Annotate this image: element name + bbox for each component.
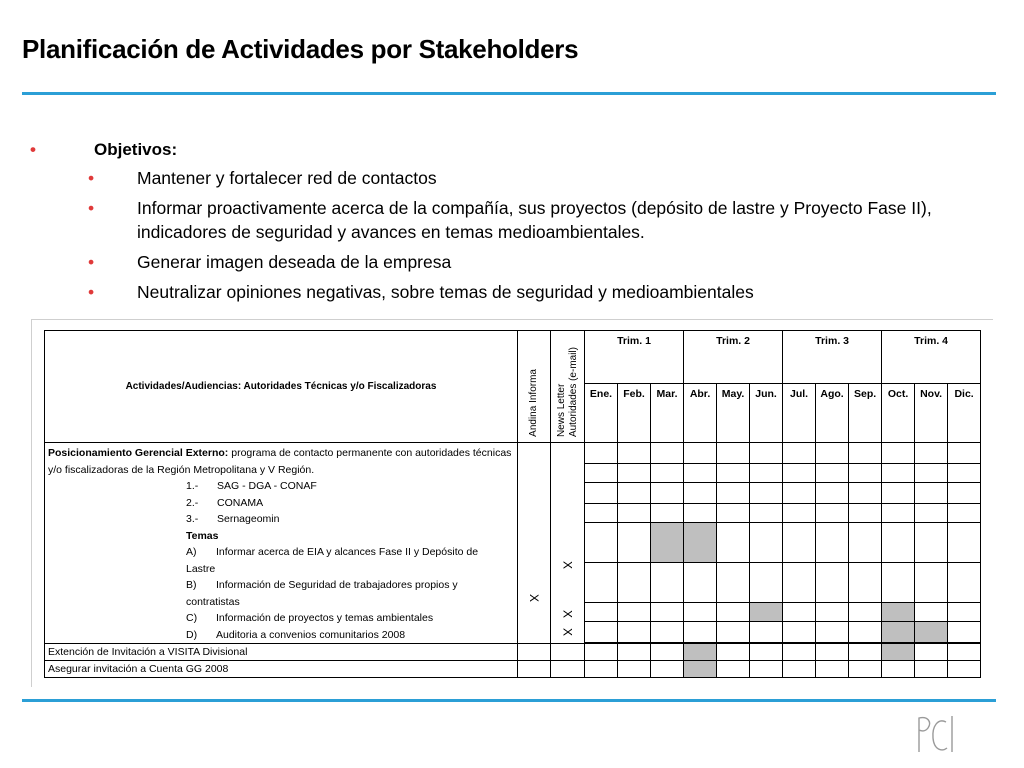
month-header: Jul.: [783, 384, 816, 443]
bottom-divider: [22, 699, 996, 702]
month-cell: [915, 661, 948, 678]
tema-item-cont: Lastre: [186, 562, 216, 575]
month-cell: [585, 443, 618, 464]
month-cell: [948, 622, 981, 643]
slide-title: Planificación de Actividades por Stakeholders: [22, 34, 579, 64]
month-cell: [651, 503, 684, 522]
month-cell: [816, 661, 849, 678]
month-cell: [783, 463, 816, 482]
month-cell: [618, 463, 651, 482]
month-header: Nov.: [915, 384, 948, 443]
month-cell: [849, 622, 882, 643]
bullet-icon: •: [30, 140, 36, 159]
month-cell: [816, 522, 849, 562]
list-number: 3.-: [186, 513, 199, 525]
month-header: Ago.: [816, 384, 849, 443]
month-cell: [750, 503, 783, 522]
list-item: [48, 511, 514, 528]
month-cell: [750, 622, 783, 643]
list-item: [48, 495, 514, 512]
month-cell: [849, 644, 882, 661]
tema-letter: D): [186, 628, 198, 641]
month-cell: [882, 562, 915, 602]
mark-cell: [551, 661, 585, 678]
tema-letter: C): [186, 612, 198, 624]
month-cell: [948, 602, 981, 621]
month-cell: [849, 443, 882, 464]
month-cell: [585, 622, 618, 643]
pci-logo: [916, 712, 956, 756]
mark-cell: [518, 644, 551, 661]
x-mark: X: [560, 560, 575, 569]
month-cell: [915, 644, 948, 661]
month-cell: [651, 482, 684, 503]
month-cell: [783, 443, 816, 464]
activity-label: Asegurar invitación a Cuenta GG 2008: [45, 661, 518, 678]
list-item: [48, 478, 514, 495]
bullet-icon: •: [88, 168, 95, 188]
month-cell: [717, 562, 750, 602]
month-cell: [618, 522, 651, 562]
month-cell: [651, 443, 684, 464]
month-cell: [750, 522, 783, 562]
month-cell: [618, 602, 651, 621]
month-cell: [849, 463, 882, 482]
month-cell: [915, 463, 948, 482]
month-cell: [882, 443, 915, 464]
month-cell: [717, 644, 750, 661]
month-cell: [684, 443, 717, 464]
month-cell: [783, 661, 816, 678]
month-cell: [948, 644, 981, 661]
month-cell: [585, 463, 618, 482]
andina-mark-cell: [518, 443, 551, 644]
tema-text: Información de proyectos y temas ambientales: [216, 612, 434, 624]
month-cell-active: [882, 602, 915, 621]
tema-letter: A): [186, 546, 197, 558]
month-cell: [816, 622, 849, 643]
andina-header-label: Andina Informa: [528, 369, 539, 437]
month-cell: [783, 644, 816, 661]
quarter-header: Trim. 2: [684, 331, 783, 384]
month-header: Ene.: [585, 384, 618, 443]
month-cell: [750, 482, 783, 503]
tema-text: Informar acerca de EIA y alcances Fase II y Depósito de: [216, 546, 479, 558]
month-cell-active: [750, 602, 783, 621]
x-mark: X: [560, 609, 575, 618]
objective-item: [30, 250, 990, 274]
top-divider: [22, 92, 996, 95]
tema-item-cont: contratistas: [186, 595, 240, 608]
tema-letter: B): [186, 579, 197, 591]
month-cell: [618, 482, 651, 503]
month-cell: [618, 661, 651, 678]
month-cell: [717, 463, 750, 482]
month-cell-active: [684, 644, 717, 661]
month-cell: [651, 661, 684, 678]
month-cell: [585, 482, 618, 503]
month-cell: [618, 622, 651, 643]
quarter-header: Trim. 3: [783, 331, 882, 384]
month-cell: [618, 644, 651, 661]
month-cell: [750, 562, 783, 602]
month-cell: [882, 661, 915, 678]
quarter-header: Trim. 1: [585, 331, 684, 384]
month-cell: [849, 503, 882, 522]
month-cell: [915, 503, 948, 522]
header-row-quarters: [45, 331, 981, 384]
main-activity-text: programa de contacto permanente con autoridades técnicas y/o fiscalizadoras de la Región Metropolitana y V Región.: [48, 447, 512, 476]
month-cell: [783, 503, 816, 522]
month-cell: [750, 443, 783, 464]
month-cell: [651, 463, 684, 482]
month-cell: [816, 463, 849, 482]
main-activity-description: [45, 443, 518, 644]
month-cell: [585, 562, 618, 602]
objective-text: Generar imagen deseada de la empresa: [137, 252, 452, 272]
bullet-icon: •: [88, 252, 95, 272]
month-cell: [651, 644, 684, 661]
month-header: Dic.: [948, 384, 981, 443]
month-cell: [585, 661, 618, 678]
month-cell: [849, 602, 882, 621]
month-header: Abr.: [684, 384, 717, 443]
month-cell-active: [882, 622, 915, 643]
objective-item: [30, 280, 990, 304]
month-cell: [783, 602, 816, 621]
month-cell: [717, 503, 750, 522]
month-cell: [750, 463, 783, 482]
month-cell: [684, 463, 717, 482]
month-cell: [585, 602, 618, 621]
table-row: [45, 644, 981, 661]
news-mark-cell: [551, 443, 585, 644]
month-cell: [915, 482, 948, 503]
month-cell: [882, 463, 915, 482]
objective-text: Mantener y fortalecer red de contactos: [137, 168, 437, 188]
activity-header: Actividades/Audiencias: Autoridades Técnicas y/o Fiscalizadoras: [45, 331, 518, 443]
month-cell: [849, 522, 882, 562]
tema-item: [48, 627, 514, 644]
objectives-heading-label: Objetivos:: [94, 140, 178, 159]
month-cell: [816, 562, 849, 602]
month-header: Sep.: [849, 384, 882, 443]
list-text: Sernageomin: [217, 513, 280, 525]
month-cell-active: [684, 661, 717, 678]
month-cell: [915, 522, 948, 562]
month-cell: [849, 482, 882, 503]
objective-text: Informar proactivamente acerca de la compañía, sus proyectos (depósito de lastre y Proyecto Fase II), indicadores de seguridad y avances en temas medioambientales.: [137, 198, 932, 242]
month-cell: [882, 503, 915, 522]
objectives-heading: [30, 140, 990, 166]
month-cell: [684, 503, 717, 522]
list-number: 2.-: [186, 496, 199, 509]
month-cell: [849, 661, 882, 678]
month-cell-active: [684, 522, 717, 562]
month-cell: [948, 443, 981, 464]
list-text: CONAMA: [217, 496, 264, 509]
temas-label: Temas: [186, 529, 219, 542]
month-cell: [717, 522, 750, 562]
month-header: Mar.: [651, 384, 684, 443]
month-cell: [915, 562, 948, 602]
month-cell: [948, 503, 981, 522]
month-cell: [717, 602, 750, 621]
month-header: May.: [717, 384, 750, 443]
month-cell: [717, 482, 750, 503]
month-cell: [915, 602, 948, 621]
activity-plan-table: [44, 330, 981, 678]
objective-text: Neutralizar opiniones negativas, sobre temas de seguridad y medioambientales: [137, 282, 754, 302]
news-header-label: News Letter Autoridades (e-mail): [555, 346, 579, 437]
month-cell: [816, 503, 849, 522]
month-cell: [816, 602, 849, 621]
month-cell: [948, 482, 981, 503]
month-cell: [585, 503, 618, 522]
month-cell: [816, 482, 849, 503]
month-cell: [618, 443, 651, 464]
month-cell: [849, 562, 882, 602]
month-cell: [618, 562, 651, 602]
tema-text: Información de Seguridad de trabajadores propios y: [216, 579, 458, 591]
month-cell: [750, 644, 783, 661]
month-cell: [816, 443, 849, 464]
month-cell: [717, 443, 750, 464]
tema-item: [48, 610, 514, 627]
month-cell: [684, 562, 717, 602]
quarter-header: Trim. 4: [882, 331, 981, 384]
month-cell: [684, 482, 717, 503]
month-cell: [585, 644, 618, 661]
tema-item: [48, 544, 514, 561]
tema-item: [48, 577, 514, 594]
month-cell: [783, 622, 816, 643]
activity-label: Extención de Invitación a VISITA Divisional: [45, 644, 518, 661]
month-cell: [948, 522, 981, 562]
month-cell: [948, 463, 981, 482]
table-row: [45, 661, 981, 678]
month-cell: [882, 482, 915, 503]
month-cell-active: [882, 644, 915, 661]
news-header: [551, 331, 585, 443]
table-row: [45, 443, 981, 464]
bullet-icon: •: [88, 198, 95, 218]
list-number: 1.-: [186, 480, 199, 492]
month-header: Feb.: [618, 384, 651, 443]
x-mark: X: [560, 627, 575, 636]
month-cell: [717, 661, 750, 678]
month-cell: [651, 602, 684, 621]
month-cell-active: [915, 622, 948, 643]
month-header: Oct.: [882, 384, 915, 443]
month-cell: [783, 482, 816, 503]
month-cell: [816, 644, 849, 661]
month-cell: [783, 562, 816, 602]
month-cell: [618, 503, 651, 522]
month-cell: [783, 522, 816, 562]
month-cell: [717, 622, 750, 643]
x-mark: X: [527, 593, 541, 602]
month-cell: [948, 562, 981, 602]
month-cell: [585, 522, 618, 562]
main-activity-title: Posicionamiento Gerencial Externo:: [48, 447, 229, 459]
tema-text: Auditoria a convenios comunitarios 2008: [216, 628, 406, 641]
mark-cell: [518, 661, 551, 678]
month-cell: [684, 622, 717, 643]
month-cell: [750, 661, 783, 678]
month-cell: [651, 622, 684, 643]
month-cell: [651, 562, 684, 602]
month-cell: [882, 522, 915, 562]
objectives-list: [30, 140, 990, 310]
month-cell: [915, 443, 948, 464]
month-cell: [684, 602, 717, 621]
month-cell-active: [651, 522, 684, 562]
andina-header: [518, 331, 551, 443]
list-text: SAG - DGA - CONAF: [217, 480, 317, 492]
month-cell: [948, 661, 981, 678]
bullet-icon: •: [88, 282, 95, 302]
objective-item: [30, 166, 990, 190]
objective-item: [30, 196, 990, 244]
month-header: Jun.: [750, 384, 783, 443]
